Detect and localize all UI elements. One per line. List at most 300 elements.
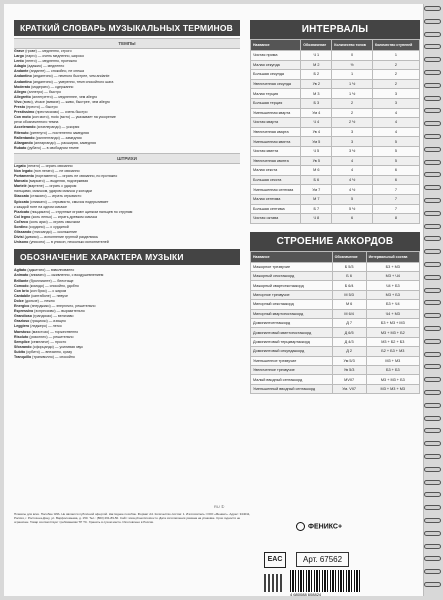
stroke-term-definition: пальцами, смычком, ударом смычка у колодки (14, 189, 92, 194)
spiral-ring (424, 441, 441, 446)
interval-row (251, 51, 420, 61)
intervals-header-row (251, 40, 420, 51)
chord-row (251, 337, 420, 346)
interval-cell: 1 ½ (332, 89, 373, 99)
interval-cell: 2 (372, 70, 419, 80)
chord-cell: Мажорное трезвучие (251, 262, 333, 271)
chord-cell: Ч4 + Б3 (366, 281, 419, 290)
stroke-term-definition: (стаккато) — играть отрывисто (28, 194, 82, 199)
interval-cell: 5 ½ (332, 204, 373, 214)
chord-cell: Б3 + Ч4 (366, 300, 419, 309)
tempo-term-definition: (модерато) — сдержанно (30, 84, 74, 89)
tempo-term-definition: (анданте) — спокойно, не спеша (28, 69, 84, 74)
spiral-ring (424, 518, 441, 523)
tempo-list (14, 49, 240, 151)
spiral-ring (424, 326, 441, 331)
interval-cell: Чистая квинта (251, 146, 301, 156)
interval-cell: 7 (372, 204, 419, 214)
interval-cell: 4 (332, 166, 373, 176)
chord-cell: Б 6/4 (332, 281, 366, 290)
chord-cell: Б2 + Б3 + М3 (366, 347, 419, 356)
tempo-term-definition: (адажио) — медленно (26, 64, 65, 69)
tempo-term-word: Con moto (14, 115, 31, 120)
chord-cell: М 6/4 (332, 309, 366, 318)
interval-header-cell: Количество ступеней (372, 40, 419, 51)
phoenix-logo-icon (296, 522, 305, 531)
interval-cell: Ч 5 (301, 146, 332, 156)
intervals-body (251, 51, 420, 224)
spiral-ring (424, 121, 441, 126)
interval-cell: Б 7 (301, 204, 332, 214)
interval-row (251, 194, 420, 204)
interval-cell: 8 (372, 214, 419, 224)
interval-row (251, 146, 420, 156)
character-term-definition: (грандиозо) — величаво (31, 314, 74, 319)
interval-cell: Ум 5 (301, 137, 332, 147)
interval-cell: 2 ½ (332, 118, 373, 128)
interval-cell: Ч 4 (301, 118, 332, 128)
interval-row (251, 98, 420, 108)
stroke-term-word: Pizzicato (14, 209, 30, 214)
chord-row (251, 319, 420, 328)
tempo-term-definition: (ленто) — медленно, протяжно (23, 59, 77, 64)
character-term-word: Brillante (14, 278, 29, 283)
stroke-term-definition: (дивизи) — исполнение группой разделяясь (23, 235, 99, 240)
stroke-term-word: Col'arco (14, 219, 29, 224)
interval-cell: Малая септима (251, 194, 301, 204)
spiral-ring (424, 377, 441, 382)
spiral-ring (424, 505, 441, 510)
character-term-definition: (грациозо) — изящно (29, 319, 66, 324)
spiral-ring (424, 454, 441, 459)
spiral-ring (424, 57, 441, 62)
spiral-ring (424, 531, 441, 536)
tempo-term-definition: речи обозначенного темпа (14, 120, 59, 125)
chord-row (251, 375, 420, 384)
interval-cell: 2 (372, 60, 419, 70)
stroke-term-word: Divisi (14, 235, 24, 240)
tempo-term-word: Grave (14, 49, 25, 53)
interval-cell: Б 3 (301, 98, 332, 108)
stroke-term-word: Spiccato (14, 199, 29, 204)
interval-header-cell: Обозначение (301, 40, 332, 51)
interval-cell: 7 (372, 185, 419, 195)
character-term-word: Energico (14, 304, 30, 309)
chord-cell: Д 6/5 (332, 328, 366, 337)
dictionary-title: КРАТКИЙ СЛОВАРЬ МУЗЫКАЛЬНЫХ ТЕРМИНОВ (14, 20, 240, 36)
interval-cell: Уменьшенная кварта (251, 108, 301, 118)
chords-header-row (251, 251, 420, 262)
chord-cell: Минорное трезвучие (251, 290, 333, 299)
character-list (14, 268, 240, 360)
interval-cell: 5 (372, 146, 419, 156)
spiral-ring (424, 172, 441, 177)
tempo-term-word: Vivo (14, 99, 22, 104)
chord-cell: Д 7 (332, 319, 366, 328)
character-term-word: Grandioso (14, 314, 32, 319)
interval-cell: 3 (372, 98, 419, 108)
brand-logo (296, 522, 342, 531)
interval-cell: Уменьшенная квинта (251, 137, 301, 147)
interval-cell: 2 (332, 98, 373, 108)
chord-cell: М3 + М3 (366, 356, 419, 365)
tempo-term-definition: (андантино) — немного быстрее, чем andante (31, 74, 110, 79)
tempo-term-definition: (алларгандо) — расширяя, замедляя (32, 140, 96, 145)
spiral-ring (424, 224, 441, 229)
chord-row (251, 290, 420, 299)
spiral-ring (424, 352, 441, 357)
tempo-term-definition: (аллегретто) — медленнее, чем allegro (30, 94, 98, 99)
character-term-definition: (маэстозо) — торжественно (30, 329, 79, 334)
chord-cell: М 6 (332, 300, 366, 309)
eac-mark: EAC (264, 552, 286, 568)
spiral-ring (424, 32, 441, 37)
spiral-ring (424, 83, 441, 88)
interval-cell: 3 (332, 127, 373, 137)
stroke-term-word: Col legno (14, 214, 31, 219)
barcode-number: 4 680088 608824 (290, 592, 322, 597)
stroke-term-definition: (портаменто) — играть не связанно, по протяжно (33, 174, 118, 179)
character-term-definition: (бриллианте) — блестяще (28, 278, 74, 283)
spiral-ring (424, 416, 441, 421)
tempo-term-definition: (граве) — медленно, строго (24, 49, 72, 53)
stroke-term-definition: (глиссандо) — скольжение (31, 230, 78, 235)
chord-cell: Малый вводный септаккорд (251, 375, 333, 384)
tempo-term-definition: (ритенуто) — постепенно замедляя (28, 130, 89, 135)
spiral-ring (424, 300, 441, 305)
character-term-word: Cantabile (14, 293, 31, 298)
chord-cell: М3 + М3 + М3 (366, 384, 419, 393)
tempo-term-definition: (аччелерандо) — ускоряя (35, 125, 80, 130)
tempo-term-word: Presto (14, 105, 26, 110)
chord-row (251, 365, 420, 374)
chord-cell: Д 2 (332, 347, 366, 356)
spiral-ring (424, 108, 441, 113)
intervals-title: ИНТЕРВАЛЫ (250, 20, 420, 39)
interval-cell: Чистая кварта (251, 118, 301, 128)
stroke-term-word: Sordino (14, 225, 28, 229)
chord-cell: Доминантовый секундаккорд (251, 347, 333, 356)
interval-cell: Большая терция (251, 98, 301, 108)
interval-cell: 3 (372, 89, 419, 99)
tempo-term-word: Allegretto (14, 94, 31, 99)
chord-cell: Минорный квартсекстаккорд (251, 309, 333, 318)
chord-cell: М3 + М3 + Б3 (366, 375, 419, 384)
chord-cell: Б3 + М3 + М3 (366, 319, 419, 328)
interval-cell: Малая секста (251, 166, 301, 176)
stroke-term-definition: (пиццикато) — струнные играют щипком пальцев по струнам (29, 209, 133, 214)
spiral-ring (424, 390, 441, 395)
character-term-word: Subito (14, 349, 26, 354)
character-term-definition: (энерджико) — энергично, решительно (29, 304, 96, 309)
chord-row (251, 356, 420, 365)
interval-row (251, 127, 420, 137)
stroke-term-word: Martelé (14, 184, 27, 189)
interval-cell: 7 (372, 194, 419, 204)
chord-cell: МVII7 (332, 375, 366, 384)
tempo-term-definition: (рубато) — в свободном темпе (26, 145, 79, 150)
interval-row (251, 89, 420, 99)
character-term-definition: (аджитато) — взволнованно (26, 268, 75, 273)
interval-cell: Ув 5 (301, 156, 332, 166)
interval-cell: 5 (372, 137, 419, 147)
stroke-term-word: Legato (14, 163, 26, 168)
chord-header-cell: Интервальный состав (366, 251, 419, 262)
character-term-definition: (дольче) — нежно (23, 298, 55, 303)
chord-row (251, 328, 420, 337)
stroke-term-definition: (спиккато) — отрывисто, смычок подпрыгивает (28, 199, 109, 204)
spiral-ring (424, 160, 441, 165)
interval-cell: 5 (332, 194, 373, 204)
interval-cell: Ч 8 (301, 214, 332, 224)
interval-cell: Большая секунда (251, 70, 301, 80)
chord-cell: М 5/3 (332, 290, 366, 299)
tempo-term-definition: (ларго) — очень медленно, широко (23, 54, 84, 59)
chord-row (251, 384, 420, 393)
stroke-term-definition: (нон легато) — не связанно (32, 168, 80, 173)
chord-cell: М3 + Б2 + Б3 (366, 337, 419, 346)
character-term-word: Tranquillo (14, 354, 32, 359)
interval-cell: 4 (372, 127, 419, 137)
chord-cell: Д 4/3 (332, 337, 366, 346)
stroke-term-definition: (легато) — играть связанно (25, 163, 73, 168)
interval-cell: Ум 7 (301, 185, 332, 195)
character-term-word: Maestoso (14, 329, 31, 334)
chord-cell: Доминантовый терцквартаккорд (251, 337, 333, 346)
character-term-word: Comodo (14, 283, 29, 288)
qr-code-icon (264, 574, 282, 592)
stroke-term-definition: (унисоно) — в унисон, несколько исполнителей (28, 240, 109, 245)
interval-cell: Уменьшенная септима (251, 185, 301, 195)
character-term-word: Espressivo (14, 309, 34, 314)
interval-cell: 3 (332, 137, 373, 147)
chord-cell: Доминантовый квинтсекстаккорд (251, 328, 333, 337)
interval-cell: М 7 (301, 194, 332, 204)
interval-cell: Б 2 (301, 70, 332, 80)
chords-body (251, 262, 420, 393)
left-column (14, 20, 240, 360)
tempo-term-word: Moderato (14, 84, 31, 89)
character-term-word: Sforzando (14, 344, 32, 349)
character-term-definition: (ризолюто) — решительно (28, 334, 74, 339)
character-term-definition: (эспрессиво) — выразительно (33, 309, 85, 314)
interval-row (251, 137, 420, 147)
tempo-term-word: Prestissimo (14, 110, 35, 115)
stroke-term-definition: (сордино) — с сурдиной (27, 225, 69, 229)
tempo-term-definition: (раллентандо) — замедляя (34, 135, 82, 140)
chord-cell: Уменьшенное трезвучие (251, 356, 333, 365)
tempo-term-definition: (виво), vivace (виваче) — живо, быстрее, чем allegro (21, 99, 110, 104)
spiral-ring (424, 556, 441, 561)
interval-row (251, 166, 420, 176)
page-marks: RU ① (214, 504, 225, 509)
chord-cell: М3 + Б3 (366, 290, 419, 299)
character-term-word: Risoluto (14, 334, 29, 339)
interval-cell: Увеличенная секунда (251, 79, 301, 89)
chord-cell: Б 6 (332, 272, 366, 281)
spiral-ring (424, 70, 441, 75)
chord-cell: Б3 + М3 (366, 262, 419, 271)
interval-cell: 6 (332, 214, 373, 224)
stroke-term-word: Staccato (14, 194, 29, 199)
stroke-term-definition: (коль арко) — играть смычком (28, 219, 80, 224)
interval-cell: Чистая прима (251, 51, 301, 61)
interval-cell: М 2 (301, 60, 332, 70)
stroke-term-definition: (мартеле) — играть с ударом (26, 184, 77, 189)
chord-row (251, 272, 420, 281)
stroke-term-word: Glissando (14, 230, 32, 235)
chord-cell: М3 + Ч4 (366, 272, 419, 281)
stroke-term-word: Non legato (14, 168, 33, 173)
interval-cell: Ум 4 (301, 108, 332, 118)
character-term-definition: (кон брио) — с жаром (28, 288, 67, 293)
interval-row (251, 70, 420, 80)
interval-row (251, 175, 420, 185)
interval-cell: 2 (372, 79, 419, 89)
stroke-term-word: Marcato (14, 179, 28, 184)
character-term-definition: (комодо) — спокойно, удобно (28, 283, 79, 288)
interval-cell: Увеличенная квинта (251, 156, 301, 166)
interval-cell: 1 ½ (332, 79, 373, 89)
character-term-word: Con brio (14, 288, 29, 293)
character-term-definition: (транквилло) — спокойно (31, 354, 75, 359)
spiral-ring (424, 428, 441, 433)
chord-cell: Ув 5/3 (332, 365, 366, 374)
poster-page (4, 4, 424, 596)
tempo-term-word: Andantino (14, 79, 32, 84)
tempo-term-word: Largo (14, 54, 24, 59)
spiral-ring (424, 198, 441, 203)
interval-cell: Большая септима (251, 204, 301, 214)
interval-row (251, 79, 420, 89)
chord-cell: Увеличенное трезвучие (251, 365, 333, 374)
interval-cell: 6 (372, 166, 419, 176)
interval-cell: Б 6 (301, 175, 332, 185)
chord-cell: Минорный секстаккорд (251, 300, 333, 309)
tempo-term-word: Lento (14, 59, 24, 64)
chord-cell: Уменьшенный вводный септаккорд (251, 384, 333, 393)
chord-row (251, 300, 420, 309)
chord-row (251, 347, 420, 356)
interval-cell: 1 (332, 70, 373, 80)
spiral-ring (424, 492, 441, 497)
character-term-word: Leggiero (14, 324, 30, 329)
stroke-term-definition: к каждой ноте на одном смычке (14, 204, 68, 209)
interval-cell: 4 ½ (332, 185, 373, 195)
tempo-subheader: ТЕМПЫ (14, 38, 240, 49)
spiral-ring (424, 364, 441, 369)
tempo-term-definition: (андантино) — умеренно, темп спокойного шага (31, 79, 114, 84)
chords-table (250, 251, 420, 394)
character-term-definition: (леджеро) — легко (29, 324, 62, 329)
stroke-subheader: ШТРИХИ (14, 153, 240, 164)
tempo-term-word: Andante (14, 69, 29, 74)
interval-cell: Малая секунда (251, 60, 301, 70)
spiral-ring (424, 403, 441, 408)
chord-row (251, 281, 420, 290)
stroke-term-word: Unisono (14, 240, 29, 245)
spiral-ring (424, 6, 441, 11)
tempo-term-definition: (престо) — быстро (25, 105, 58, 110)
chord-cell: Мажорный секстаккорд (251, 272, 333, 281)
interval-row (251, 156, 420, 166)
interval-cell: 5 (372, 156, 419, 166)
barcode-icon (290, 570, 360, 592)
tempo-term (14, 146, 240, 151)
stroke-term-definition: (коль леньо) — играть древком смычка (30, 214, 98, 219)
interval-cell: М 3 (301, 89, 332, 99)
interval-cell: Малая терция (251, 89, 301, 99)
character-term-word: Animato (14, 273, 29, 278)
interval-cell: 4 (372, 118, 419, 128)
chord-cell: Б 5/3 (332, 262, 366, 271)
character-term-definition: (сфорцандо) — усиливая звук (31, 344, 83, 349)
spiral-ring (424, 19, 441, 24)
spiral-ring (424, 288, 441, 293)
interval-row (251, 204, 420, 214)
spiral-ring (424, 569, 441, 574)
chord-row (251, 262, 420, 271)
spiral-ring (424, 236, 441, 241)
chord-header-cell: Название (251, 251, 333, 262)
interval-header-cell: Количество тонов (332, 40, 373, 51)
spiral-ring (424, 147, 441, 152)
tempo-term-definition: (кон мото), moto (мото) — указывает на ускорение (30, 115, 116, 120)
tempo-term-word: Accelerando (14, 125, 36, 130)
interval-cell: Увеличенная кварта (251, 127, 301, 137)
stroke-term-definition: (маркато) — выделяя, подчеркивая (27, 179, 89, 184)
spiral-ring (424, 313, 441, 318)
stroke-term (14, 240, 240, 245)
interval-cell: Ув 4 (301, 127, 332, 137)
interval-cell: 4 (372, 108, 419, 118)
spiral-ring (424, 582, 441, 587)
spiral-ring (424, 44, 441, 49)
interval-row (251, 60, 420, 70)
chord-cell: Мажорный квартсекстаккорд (251, 281, 333, 290)
chord-cell: Ум. VII7 (332, 384, 366, 393)
chord-cell: Доминантсептаккорд (251, 319, 333, 328)
chord-cell: М3 + М3 + Б2 (366, 328, 419, 337)
spiral-ring (424, 262, 441, 267)
character-term-definition: (кантабиле) — певуче (30, 293, 69, 298)
footer-legal-text: Плакаты для всех. Пособие ЭЛА. Не является публичной офертой. Наглядное пособие. Формат А4. Количество листов: 1. Изготовитель: ООО «Феникс». Адрес: 344011, Россия, г. Ростов-на-Дону, ул. Варфоломеева, д. 150. Тел.: (863) 261-89-50. Сайт: www.phoenixrostov.ru. Дата изготовления указана на упаковке. Срок годности не ограничен. Товар соответствует требованиям ТР ТС. Хранить в сухом месте. Изготовлено в России. (14, 512, 251, 524)
tempo-term-word: Adagio (14, 64, 27, 69)
tempo-term-word: Ritenuto (14, 130, 29, 135)
interval-header-cell: Название (251, 40, 301, 51)
tempo-term-word: Rallentando (14, 135, 35, 140)
spiral-ring (424, 480, 441, 485)
chord-cell: Ч4 + М3 (366, 309, 419, 318)
interval-cell: 1 (372, 51, 419, 61)
interval-cell: Ув 2 (301, 79, 332, 89)
interval-cell: ½ (332, 60, 373, 70)
interval-cell: 3 ½ (332, 146, 373, 156)
character-term-word: Dolce (14, 298, 24, 303)
interval-row (251, 214, 420, 224)
tempo-term-word: Andantino (14, 74, 32, 79)
character-term-definition: (субито) — внезапно, сразу (25, 349, 73, 354)
chord-cell: Б3 + Б3 (366, 365, 419, 374)
interval-cell: 6 (372, 175, 419, 185)
intervals-table (250, 39, 420, 224)
interval-row (251, 108, 420, 118)
interval-cell: Чистая октава (251, 214, 301, 224)
spiral-ring (424, 339, 441, 344)
tempo-term-word: Rubato (14, 145, 27, 150)
stroke-list (14, 164, 240, 246)
interval-cell: Ч 1 (301, 51, 332, 61)
